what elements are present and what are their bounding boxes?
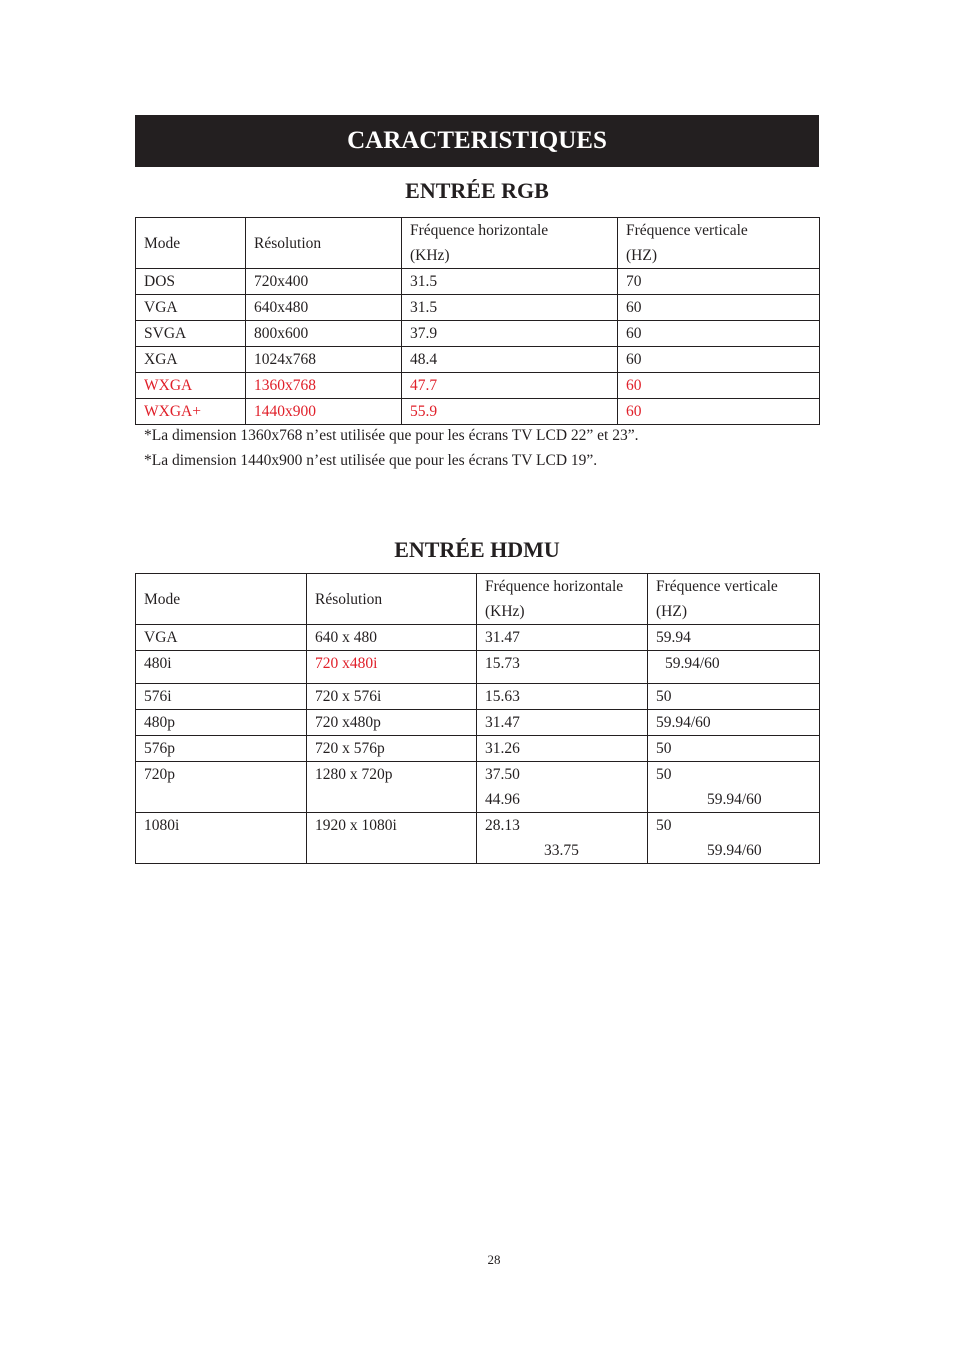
footnote-2: *La dimension 1440x900 n’est utilisée que pour les écrans TV LCD 19”. xyxy=(144,452,598,469)
cell-vfreq: 60 xyxy=(618,321,820,347)
cell-resolution: 1280 x 720p xyxy=(307,762,477,813)
header-resolution: Résolution xyxy=(307,574,477,625)
cell-vfreq-value: 59.94/60 xyxy=(665,655,720,672)
cell-vfreq xyxy=(648,651,820,684)
header-vfreq xyxy=(648,574,820,625)
cell-mode: 576i xyxy=(136,684,307,710)
header-vfreq-unit: (HZ) xyxy=(626,247,657,264)
cell-resolution: 640x480 xyxy=(246,295,402,321)
header-hfreq-label: Fréquence horizontale xyxy=(410,222,549,239)
table-row-highlighted xyxy=(136,399,820,425)
cell-hfreq-line: 37.50 xyxy=(485,766,520,783)
cell-mode: WXGA+ xyxy=(136,399,246,425)
cell-resolution xyxy=(307,651,477,684)
rgb-section-heading: ENTRÉE RGB xyxy=(405,178,549,203)
table-row xyxy=(136,269,820,295)
cell-mode: 480i xyxy=(136,651,307,684)
page-title-bar xyxy=(135,115,819,167)
cell-hfreq: 48.4 xyxy=(402,347,618,373)
table-row xyxy=(136,347,820,373)
cell-vfreq: 70 xyxy=(618,269,820,295)
header-hfreq xyxy=(477,574,648,625)
cell-vfreq-line: 59.94/60 xyxy=(707,791,762,808)
header-mode: Mode xyxy=(136,218,246,269)
table-row xyxy=(136,625,820,651)
table-row xyxy=(136,710,820,736)
cell-vfreq xyxy=(648,762,820,813)
cell-resolution: 1360x768 xyxy=(246,373,402,399)
cell-vfreq: 50 xyxy=(648,684,820,710)
cell-vfreq-line: 50 xyxy=(656,817,672,834)
cell-resolution: 640 x 480 xyxy=(307,625,477,651)
cell-hfreq: 15.73 xyxy=(477,651,648,684)
header-hfreq-unit: (KHz) xyxy=(410,247,450,264)
cell-vfreq: 59.94 xyxy=(648,625,820,651)
cell-resolution: 1920 x 1080i xyxy=(307,813,477,864)
cell-hfreq: 31.47 xyxy=(477,710,648,736)
cell-hfreq: 31.5 xyxy=(402,295,618,321)
table-header-row xyxy=(136,218,820,269)
cell-mode: 720p xyxy=(136,762,307,813)
cell-resolution: 720 x480p xyxy=(307,710,477,736)
header-vfreq-unit: (HZ) xyxy=(656,603,687,620)
header-vfreq xyxy=(618,218,820,269)
table-row xyxy=(136,813,820,864)
header-vfreq-label: Fréquence verticale xyxy=(626,222,748,239)
cell-vfreq: 60 xyxy=(618,295,820,321)
cell-mode: DOS xyxy=(136,269,246,295)
table-row xyxy=(136,321,820,347)
cell-vfreq-line: 59.94/60 xyxy=(707,842,762,859)
cell-resolution: 1024x768 xyxy=(246,347,402,373)
header-resolution: Résolution xyxy=(246,218,402,269)
cell-hfreq xyxy=(477,813,648,864)
table-header-row xyxy=(136,574,820,625)
cell-mode: 480p xyxy=(136,710,307,736)
cell-hfreq: 37.9 xyxy=(402,321,618,347)
cell-vfreq: 50 xyxy=(648,736,820,762)
cell-vfreq: 60 xyxy=(618,399,820,425)
cell-resolution: 720 x 576p xyxy=(307,736,477,762)
cell-mode: XGA xyxy=(136,347,246,373)
cell-hfreq: 31.47 xyxy=(477,625,648,651)
cell-hfreq: 47.7 xyxy=(402,373,618,399)
cell-mode: WXGA xyxy=(136,373,246,399)
cell-hfreq-line: 33.75 xyxy=(544,842,579,859)
cell-vfreq xyxy=(648,813,820,864)
header-mode: Mode xyxy=(136,574,307,625)
cell-resolution: 800x600 xyxy=(246,321,402,347)
rgb-table xyxy=(135,217,820,425)
cell-resolution-highlight: 720 x480i xyxy=(315,655,378,672)
cell-resolution: 720x400 xyxy=(246,269,402,295)
cell-vfreq-line: 50 xyxy=(656,766,672,783)
page-number: 28 xyxy=(487,1252,501,1267)
table-row-highlighted xyxy=(136,373,820,399)
cell-hfreq: 55.9 xyxy=(402,399,618,425)
cell-mode: SVGA xyxy=(136,321,246,347)
page-title: CARACTERISTIQUES xyxy=(347,127,607,154)
footnote-1: *La dimension 1360x768 n’est utilisée que pour les écrans TV LCD 22” et 23”. xyxy=(144,427,639,444)
cell-hfreq-line: 44.96 xyxy=(485,791,520,808)
table-row xyxy=(136,762,820,813)
cell-resolution: 1440x900 xyxy=(246,399,402,425)
cell-mode: 576p xyxy=(136,736,307,762)
cell-hfreq-line: 28.13 xyxy=(485,817,520,834)
cell-vfreq: 59.94/60 xyxy=(648,710,820,736)
cell-mode: VGA xyxy=(136,625,307,651)
header-hfreq-unit: (KHz) xyxy=(485,603,525,620)
cell-mode: VGA xyxy=(136,295,246,321)
cell-hfreq xyxy=(477,762,648,813)
cell-vfreq: 60 xyxy=(618,373,820,399)
hdmi-section-heading: ENTRÉE HDMU xyxy=(394,537,560,562)
table-row xyxy=(136,295,820,321)
hdmi-table xyxy=(135,573,820,864)
header-hfreq xyxy=(402,218,618,269)
table-row xyxy=(136,651,820,684)
table-row xyxy=(136,684,820,710)
cell-hfreq: 31.26 xyxy=(477,736,648,762)
cell-resolution: 720 x 576i xyxy=(307,684,477,710)
cell-mode: 1080i xyxy=(136,813,307,864)
header-hfreq-label: Fréquence horizontale xyxy=(485,578,624,595)
cell-hfreq: 31.5 xyxy=(402,269,618,295)
cell-hfreq: 15.63 xyxy=(477,684,648,710)
header-vfreq-label: Fréquence verticale xyxy=(656,578,778,595)
cell-vfreq: 60 xyxy=(618,347,820,373)
table-row xyxy=(136,736,820,762)
